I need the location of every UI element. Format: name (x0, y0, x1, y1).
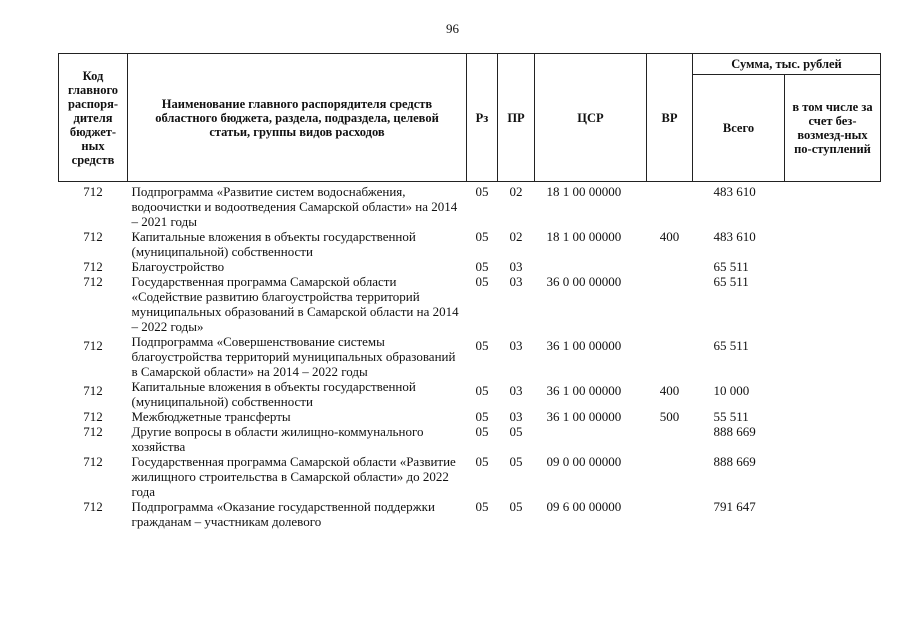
budget-expenditure-table (58, 53, 881, 529)
cell-rz: 05 (475, 259, 489, 274)
cell-pr: 02 (509, 184, 523, 199)
cell-gratuitous (785, 229, 881, 259)
cell-code: 712 (83, 409, 103, 424)
cell-name: Подпрограмма «Совершенствование системы благоустройства территорий муниципальных образований в Самарской области» на 2014 – 2022 годы (131, 334, 456, 379)
cell-pr: 02 (509, 229, 523, 244)
cell-code: 712 (83, 229, 103, 244)
cell-pr: 05 (509, 424, 523, 439)
header-sum: Сумма, тыс. рублей (693, 54, 881, 75)
table-body (59, 182, 881, 530)
page-number: 96 (446, 21, 459, 36)
cell-pr: 05 (509, 454, 523, 469)
cell-gratuitous (785, 454, 881, 499)
table-row (59, 182, 881, 230)
cell-vr (647, 424, 693, 454)
cell-csr (535, 259, 647, 274)
cell-csr: 36 1 00 00000 (546, 409, 622, 424)
cell-gratuitous (785, 499, 881, 529)
table-row (59, 259, 881, 274)
cell-rz: 05 (475, 499, 489, 514)
cell-pr: 03 (509, 259, 523, 274)
cell-csr: 09 0 00 00000 (546, 454, 622, 469)
cell-rz: 05 (475, 338, 489, 353)
cell-csr: 36 1 00 00000 (546, 338, 622, 353)
cell-code: 712 (83, 184, 103, 199)
cell-code: 712 (83, 274, 103, 289)
header-code: Код главного распоря-дителя бюджет-ных средств (59, 54, 128, 182)
cell-total: 65 511 (713, 274, 749, 289)
cell-total: 65 511 (713, 338, 749, 353)
cell-gratuitous (785, 409, 881, 424)
cell-code: 712 (83, 338, 103, 353)
cell-total: 888 669 (713, 454, 756, 469)
cell-rz: 05 (475, 229, 489, 244)
cell-csr (535, 424, 647, 454)
cell-vr: 500 (659, 409, 680, 424)
cell-gratuitous (785, 259, 881, 274)
cell-rz: 05 (475, 409, 489, 424)
header-csr: ЦСР (535, 54, 647, 182)
cell-name: Государственная программа Самарской области «Содействие развитию благоустройства территорий муниципальных образований в Самарской области на 2014 – 2022 годы» (131, 274, 459, 334)
cell-total: 10 000 (713, 383, 750, 398)
cell-vr (647, 259, 693, 274)
cell-gratuitous (785, 379, 881, 409)
cell-vr (647, 499, 693, 529)
cell-name: Капитальные вложения в объекты государственной (муниципальной) собственности (131, 379, 416, 409)
header-pr: ПР (498, 54, 535, 182)
cell-total: 483 610 (713, 184, 756, 199)
cell-total: 55 511 (713, 409, 749, 424)
cell-code: 712 (83, 383, 103, 398)
cell-pr: 03 (509, 409, 523, 424)
header-name: Наименование главного распорядителя средств областного бюджета, раздела, подраздела, целевой статьи, группы видов расходов (128, 54, 467, 182)
cell-vr: 400 (659, 229, 680, 244)
table-row (59, 274, 881, 334)
cell-vr (647, 274, 693, 334)
cell-vr (647, 334, 693, 379)
header-gratuitous: в том числе за счет без-возмезд-ных по-ступлений (785, 75, 881, 182)
cell-vr (647, 454, 693, 499)
cell-csr: 36 1 00 00000 (546, 383, 622, 398)
cell-name: Межбюджетные трансферты (131, 409, 291, 424)
cell-total: 483 610 (713, 229, 756, 244)
cell-gratuitous (785, 424, 881, 454)
cell-rz: 05 (475, 184, 489, 199)
cell-pr: 05 (509, 499, 523, 514)
cell-code: 712 (83, 499, 103, 514)
cell-gratuitous (785, 274, 881, 334)
cell-vr (647, 182, 693, 230)
cell-vr: 400 (659, 383, 680, 398)
header-vr: ВР (647, 54, 693, 182)
cell-name: Другие вопросы в области жилищно-коммунального хозяйства (131, 424, 424, 454)
table-row (59, 379, 881, 409)
table-row (59, 229, 881, 259)
cell-total: 791 647 (713, 499, 756, 514)
cell-rz: 05 (475, 454, 489, 469)
cell-name: Благоустройство (131, 259, 225, 274)
cell-name: Государственная программа Самарской области «Развитие жилищного строительства в Самарской области» до 2022 года (131, 454, 456, 499)
cell-rz: 05 (475, 424, 489, 439)
cell-csr: 36 0 00 00000 (546, 274, 622, 289)
table-row (59, 409, 881, 424)
cell-pr: 03 (509, 274, 523, 289)
table-row (59, 454, 881, 499)
cell-code: 712 (83, 424, 103, 439)
cell-gratuitous (785, 182, 881, 230)
cell-pr: 03 (509, 338, 523, 353)
cell-code: 712 (83, 259, 103, 274)
cell-total: 65 511 (713, 259, 749, 274)
table-row (59, 334, 881, 379)
cell-csr: 18 1 00 00000 (546, 184, 622, 199)
cell-csr: 09 6 00 00000 (546, 499, 622, 514)
cell-gratuitous (785, 334, 881, 379)
cell-name: Подпрограмма «Оказание государственной поддержки гражданам – участникам долевого (131, 499, 435, 529)
cell-name: Подпрограмма «Развитие систем водоснабжения, водоочистки и водоотведения Самарской области» на 2014 – 2021 годы (131, 184, 458, 229)
cell-code: 712 (83, 454, 103, 469)
cell-csr: 18 1 00 00000 (546, 229, 622, 244)
cell-pr: 03 (509, 383, 523, 398)
cell-name: Капитальные вложения в объекты государственной (муниципальной) собственности (131, 229, 416, 259)
cell-rz: 05 (475, 383, 489, 398)
cell-total: 888 669 (713, 424, 756, 439)
cell-rz: 05 (475, 274, 489, 289)
table-row (59, 424, 881, 454)
table-row (59, 499, 881, 529)
header-total: Всего (693, 75, 785, 182)
header-rz: Рз (467, 54, 498, 182)
